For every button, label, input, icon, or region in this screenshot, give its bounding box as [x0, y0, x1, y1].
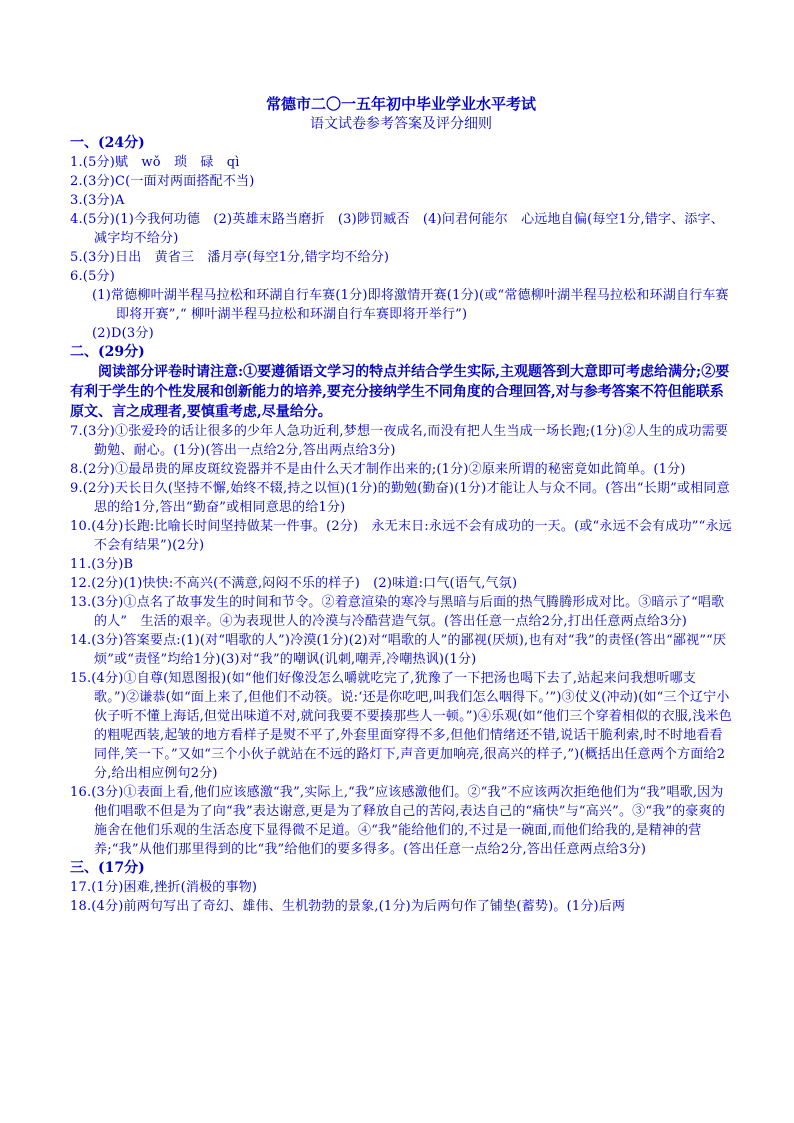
answer-item-16: 16.(3分)①表面上看,他们应该感激“我”,实际上,“我”应该感激他们。②“我”不应该两次拒绝他们为“我”唱歌,因为他们唱歌不但是为了向“我”表达谢意,更是为了释放自己的苦闷,表达自己的“痛快”与“高兴”。③“我”的豪爽的施舍在他们乐观的生活态度下显得微不足道。④“我”能给他们的,不过是一碗面,而他们给我的,是精神的营养;“我”从他们那里得到的比“我”给他们的要多得多。(答出任意一点给2分,答出任意两点给3分) [70, 785, 726, 857]
document-subtitle: 语文试卷参考答案及评分细则 [310, 116, 492, 132]
answer-item-4: 4.(5分)(1)今我何功德 (2)英雄末路当磨折 (3)陟罚臧否 (4)问君何能尔 心远地自偏(每空1分,错字、添字、减字均不给分) [70, 212, 724, 246]
answer-item-8: 8.(2分)①最昂贵的犀皮斑纹瓷器并不是由什么天才制作出来的;(1分)②原来所谓的秘密竟如此简单。(1分) [70, 462, 686, 477]
answer-item-12: 12.(2分)(1)快快:不高兴(不满意,闷闷不乐的样子) (2)味道:口气(语气,气氛) [70, 576, 518, 591]
answer-item-17: 17.(1分)困难,挫折(消极的事物) [70, 880, 258, 895]
answer-item-15: 15.(4分)①自尊(知恩图报)(如“他们好像没怎么嚼就吃完了,犹豫了一下把汤也喝下去了,站起来问我想听哪支歌。”)②谦恭(如“面上来了,但他们不动筷。说:‘还是你吃吧,叫我们怎么咽得下。’”)③仗义(冲动)(如“三个辽宁小伙子听不懂上海话,但觉出味道不对,就问我要不要揍那些人一顿。”)④乐观(如“他们三个穿着相似的衣服,浅米色的粗呢西装,起皱的地方看样子是熨不平了,外套里面穿得不多,但他们情绪还不错,说话干脆利索,时不时地看看同伴,笑一下。”又如“三个小伙子就站在不远的路灯下,声音更加响亮,很高兴的样子,”)(概括出任意两个方面给2分,给出相应例句2分) [70, 671, 732, 781]
answer-item-1: 1.(5分)赋 wǒ 琐 碌 qì [70, 155, 240, 170]
answer-item-7: 7.(3分)①张爱玲的话让很多的少年人急功近利,梦想一夜成名,而没有把人生当成一场长跑;(1分)②人生的成功需要勤勉、耐心。(1分)(答出一点给2分,答出两点给3分) [70, 424, 729, 458]
answer-item-6: 6.(5分) [70, 269, 116, 284]
answer-item-6-part-2: (2)D(3分) [92, 326, 154, 341]
grading-note: 阅读部分评卷时请注意:①要遵循语文学习的特点并结合学生实际,主观题答到大意即可考虑给满分;②要有利于学生的个性发展和创新能力的培养,要充分接纳学生不同角度的合理回答,对与参考答案不符但能联系原文、言之成理者,要慎重考虑,尽量给分。 [70, 364, 730, 420]
answer-item-10: 10.(4分)长跑:比喻长时间坚持做某一件事。(2分) 永无末日:永远不会有成功的一天。(或“永远不会有成功”“永远不会有结果”)(2分) [70, 519, 732, 553]
answer-item-14: 14.(3分)答案要点:(1)(对“唱歌的人”)冷漠(1分)(2)对“唱歌的人”的鄙视(厌烦),也有对“我”的责怪(答出“鄙视”“厌烦”或“责怪”均给1分)(3)对“我”的嘲讽(讥刺,嘲弄,冷嘲热讽)(1分) [70, 633, 727, 667]
answer-item-5: 5.(3分)日出 黄省三 潘月亭(每空1分,错字均不给分) [70, 250, 390, 265]
answer-item-9: 9.(2分)天长日久(坚持不懈,始终不辍,持之以恒)(1分)的勤勉(勤奋)(1分)才能让人与众不同。(答出“长期”或相同意思的给1分,答出“勤奋”或相同意思的给1分) [70, 481, 730, 515]
section-heading-2: 二、(29分) [70, 344, 145, 360]
document-title: 常德市二〇一五年初中毕业学业水平考试 [265, 95, 536, 113]
answer-item-13: 13.(3分)①点名了故事发生的时间和节令。②着意渲染的寒冷与黑暗与后面的热气腾腾形成对比。③暗示了“唱歌的人” 生活的艰辛。④为表现世人的冷漠与冷酷营造气氛。(答出任意一点给2分,打出任意两点给3分) [70, 595, 725, 629]
answer-sheet-page [70, 94, 732, 916]
answer-item-3: 3.(3分)A [70, 193, 125, 208]
section-heading-1: 一、(24分) [70, 135, 145, 151]
answer-item-6-part-1: (1)常德柳叶湖半程马拉松和环湖自行车赛(1分)即将激情开赛(1分)(或“常德柳叶湖半程马拉松和环湖自行车赛即将开赛”,“ 柳叶湖半程马拉松和环湖自行车赛即将开举行”) [92, 288, 729, 322]
section-heading-3: 三、(17分) [70, 860, 145, 876]
answer-item-2: 2.(3分)C(一面对两面搭配不当) [70, 174, 255, 189]
answer-item-11: 11.(3分)B [70, 557, 134, 572]
answer-item-18: 18.(4分)前两句写出了奇幻、雄伟、生机勃勃的景象,(1分)为后两句作了铺垫(蓄势)。(1分)后两 [70, 899, 626, 914]
